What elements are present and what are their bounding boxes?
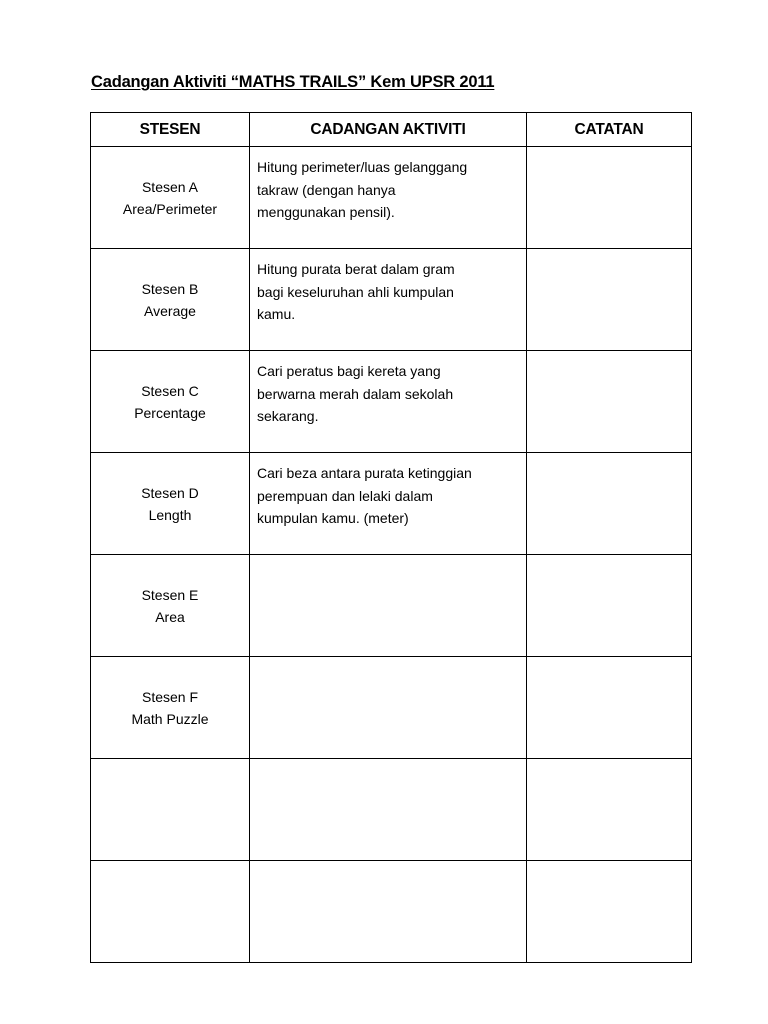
aktiviti-cell [250,759,527,861]
aktiviti-text-line: Hitung purata berat dalam gram [257,261,455,277]
aktiviti-text-line: kumpulan kamu. (meter) [257,510,409,526]
stesen-cell [91,147,250,249]
stesen-topic: Math Puzzle [131,710,209,727]
table-header-row [91,113,692,147]
catatan-cell [527,555,692,657]
stesen-cell [91,759,250,861]
table-row [91,147,692,249]
table-row [91,657,692,759]
stesen-topic: Area/Perimeter [122,200,218,217]
activity-table [90,112,692,963]
stesen-name: Stesen E [141,586,199,603]
stesen-topic: Length [148,506,192,523]
stesen-name: Stesen D [141,484,199,501]
catatan-cell [527,351,692,453]
stesen-topic: Average [144,302,196,319]
stesen-name: Stesen B [141,280,199,297]
stesen-topic: Percentage [134,404,206,421]
stesen-cell [91,351,250,453]
catatan-cell [527,147,692,249]
header-stesen: STESEN [91,113,250,147]
aktiviti-cell [250,657,527,759]
aktiviti-cell [250,351,527,453]
stesen-topic: Area [155,608,185,625]
stesen-cell [91,453,250,555]
aktiviti-text-line: Cari beza antara purata ketinggian [257,465,472,481]
table-row [91,351,692,453]
stesen-name: Stesen F [141,688,199,705]
aktiviti-text-line: bagi keseluruhan ahli kumpulan [257,283,454,300]
aktiviti-text-line: Hitung perimeter/luas gelanggang [257,159,468,175]
table-row [91,453,692,555]
table-row [91,861,692,963]
aktiviti-text-line: berwarna merah dalam sekolah [257,385,454,402]
catatan-cell [527,759,692,861]
document-title: Cadangan Aktiviti “MATHS TRAILS” Kem UPSR 2011 [91,73,495,91]
aktiviti-cell [250,453,527,555]
table-row [91,249,692,351]
catatan-cell [527,453,692,555]
aktiviti-text-line: perempuan dan lelaki dalam [257,487,433,504]
aktiviti-cell [250,147,527,249]
stesen-cell [91,249,250,351]
aktiviti-text-line: Cari peratus bagi kereta yang [257,363,441,379]
aktiviti-cell [250,249,527,351]
aktiviti-cell [250,861,527,963]
header-cadangan-aktiviti: CADANGAN AKTIVITI [250,113,527,147]
stesen-name: Stesen C [141,382,199,399]
stesen-cell [91,555,250,657]
stesen-cell [91,861,250,963]
stesen-name: Stesen A [141,178,199,195]
table-row [91,759,692,861]
header-catatan: CATATAN [527,113,692,147]
aktiviti-text-line: menggunakan pensil). [257,204,395,220]
table-row [91,555,692,657]
aktiviti-text-line: takraw (dengan hanya [257,181,396,198]
catatan-cell [527,861,692,963]
aktiviti-text-line: kamu. [257,306,296,322]
stesen-cell [91,657,250,759]
aktiviti-cell [250,555,527,657]
catatan-cell [527,249,692,351]
aktiviti-text-line: sekarang. [257,408,319,424]
catatan-cell [527,657,692,759]
